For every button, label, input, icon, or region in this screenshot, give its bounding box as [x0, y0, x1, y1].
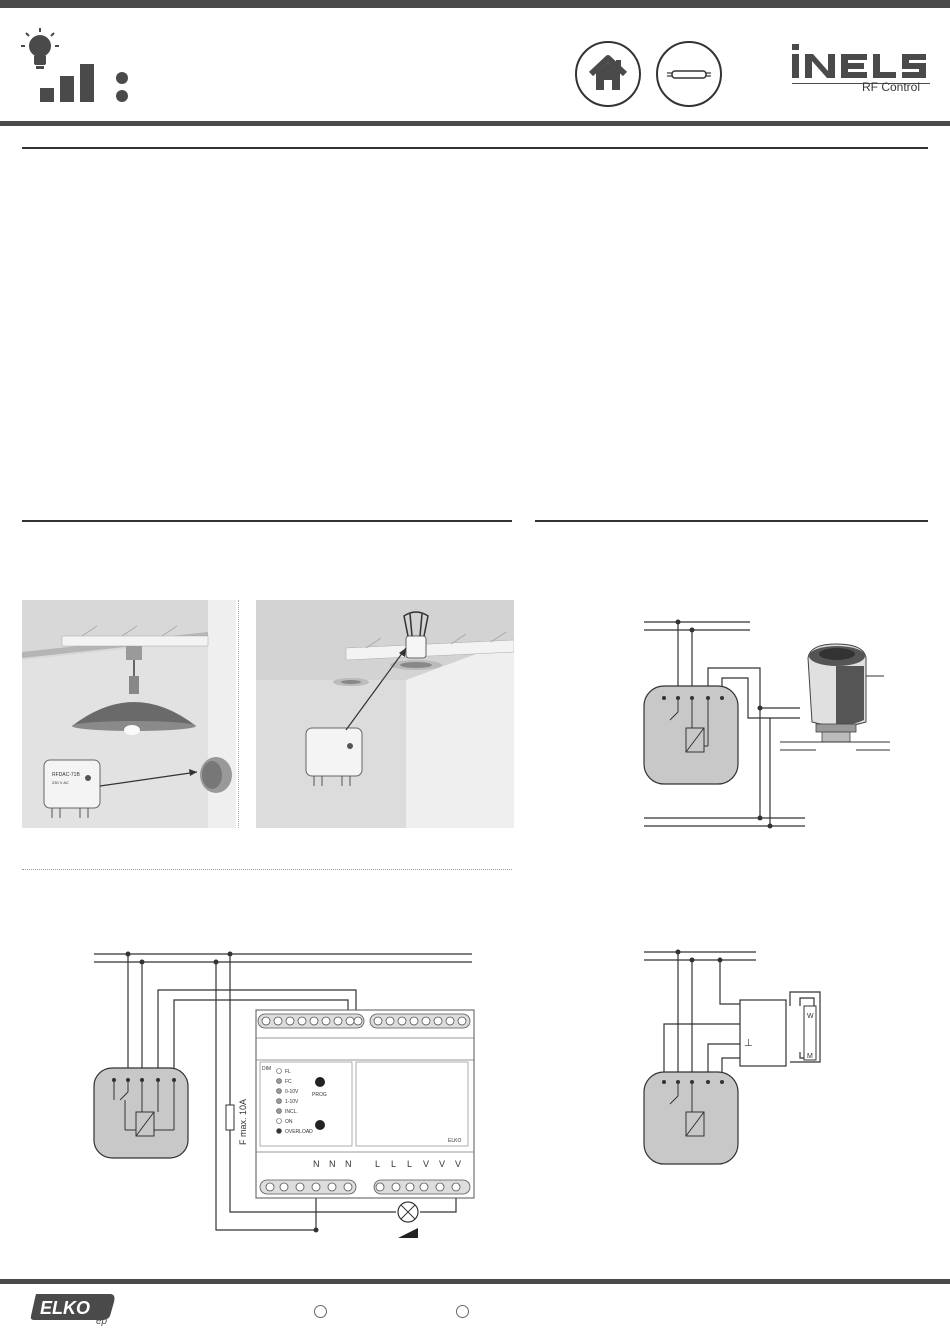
- rf-module: [644, 686, 738, 784]
- panel-label-incl: INCL.: [285, 1109, 298, 1115]
- panel-label-1-10v: 1-10V: [285, 1099, 299, 1105]
- installation-downlight-illustration: [256, 600, 514, 828]
- section-rule-right: [535, 520, 928, 522]
- svg-text:ep: ep: [96, 1316, 108, 1326]
- footer-mark-left: [314, 1305, 327, 1318]
- header: [0, 8, 950, 124]
- installation-pendant-illustration: [22, 600, 236, 828]
- footer-rule: [0, 1279, 950, 1284]
- section-divider-dotted: [22, 869, 512, 870]
- actuator-wiring-diagram: [640, 610, 910, 840]
- signal-bars-icon: [40, 64, 100, 104]
- top-bar: [0, 0, 950, 8]
- terminal-label: V: [455, 1159, 462, 1169]
- home-icon: [574, 40, 642, 108]
- wm-wiring-diagram: [640, 940, 840, 1170]
- terminal-label: N: [329, 1159, 336, 1169]
- terminal-label: V: [423, 1159, 430, 1169]
- thermo-actuator-illustration: [780, 644, 890, 750]
- brand-subtitle: RF Control: [862, 80, 921, 94]
- svg-text:ELKO: ELKO: [40, 1298, 91, 1318]
- panel-label-dim: DIM: [262, 1066, 272, 1072]
- terminal-label: V: [439, 1159, 446, 1169]
- section-rule-left: [22, 520, 512, 522]
- rf-module: [644, 1072, 738, 1164]
- m-label: M: [807, 1053, 813, 1060]
- tube-lamp-icon: [655, 40, 723, 108]
- panel-label-0-10v: 0-10V: [285, 1089, 299, 1095]
- dimming-ramp-icon: [398, 1228, 418, 1238]
- panel-label-on: ON: [285, 1119, 293, 1125]
- fuse-label: F max. 10A: [238, 1098, 248, 1145]
- panel-label-overload: OVERLOAD: [285, 1129, 313, 1135]
- terminal-label: N: [313, 1159, 320, 1169]
- svg-text:⊥: ⊥: [744, 1038, 753, 1049]
- colon-icon: [114, 70, 130, 104]
- section-rule-top: [22, 147, 928, 149]
- illustration-separator: [238, 600, 239, 828]
- terminal-label: L: [375, 1159, 381, 1169]
- terminal-label: L: [391, 1159, 397, 1169]
- footer-mark-right: [456, 1305, 469, 1318]
- panel-label-fc: FC: [285, 1079, 292, 1085]
- brand-logo: [792, 44, 932, 80]
- terminal-label: L: [407, 1159, 413, 1169]
- dimmer-wiring-diagram: [80, 940, 490, 1250]
- module-label: RFDAC-71B: [52, 772, 80, 778]
- elko-logo: [30, 1290, 120, 1326]
- terminal-label: N: [345, 1159, 352, 1169]
- w-label: W: [807, 1013, 814, 1020]
- module-sublabel: 230 V AC: [52, 780, 69, 785]
- header-rule: [0, 121, 950, 126]
- panel-label-fl: FL: [285, 1069, 291, 1075]
- panel-brand: ELKO: [448, 1138, 462, 1144]
- prog-button: [315, 1077, 325, 1087]
- panel-label-prog: PROG: [312, 1092, 327, 1098]
- dim-knob: [315, 1120, 325, 1130]
